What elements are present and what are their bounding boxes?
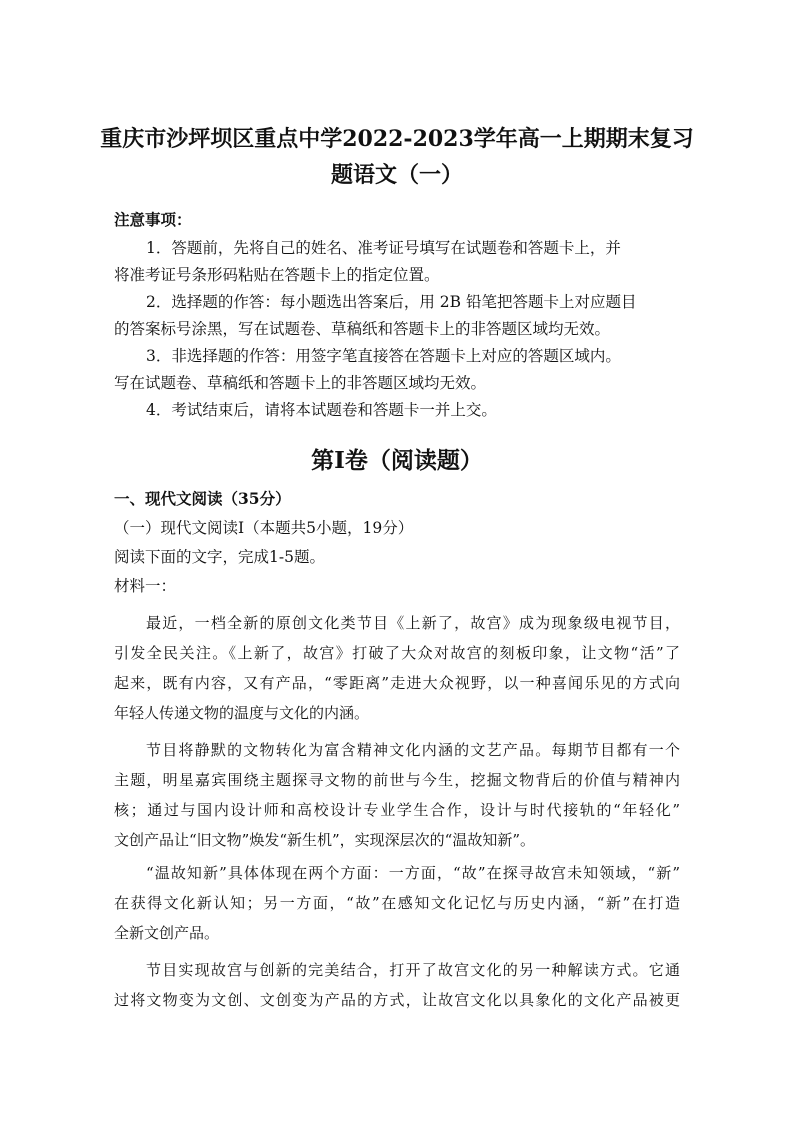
- passage-line-7: 核；通过与国内设计师和高校设计专业学生合作，设计与时代接轨的“年轻化”: [114, 801, 680, 819]
- section-title: 第Ⅰ卷（阅读题）: [311, 447, 483, 474]
- passage-line-13: 过将文物变为文创、文创变为产品的方式，让故宫文化以具象化的文化产品被更: [114, 991, 680, 1009]
- notice-line-3: 2．选择题的作答：每小题选出答案后，用 2B 铅笔把答题卡上对应题目: [146, 293, 637, 311]
- sub-heading: （一）现代文阅读Ⅰ（本题共5小题，19分）: [114, 519, 414, 537]
- passage-line-9: “温故知新”具体体现在两个方面：一方面，“故”在探寻故宫未知领域，“新”: [146, 864, 680, 882]
- passage-line-11: 全新文创产品。: [114, 924, 220, 942]
- passage-line-3: 起来，既有内容，又有产品，“零距离”走进大众视野，以一种喜闻乐见的方式向: [114, 674, 680, 692]
- instruction: 阅读下面的文字，完成1-5题。: [114, 548, 325, 566]
- notice-line-4: 的答案标号涂黑，写在试题卷、草稿纸和答题卡上的非答题区域均无效。: [114, 320, 611, 338]
- passage-line-12: 节目实现故宫与创新的完美结合，打开了故宫文化的另一种解读方式。它通: [146, 961, 680, 979]
- notice-line-5: 3．非选择题的作答：用签字笔直接答在答题卡上对应的答题区域内。: [146, 347, 621, 365]
- notice-heading: 注意事项：: [114, 210, 192, 229]
- passage-line-5: 节目将静默的文物转化为富含精神文化内涵的文艺产品。每期节目都有一个: [146, 741, 680, 759]
- passage-line-8: 文创产品让“旧文物”焕发“新生机”，实现深层次的“温故知新”。: [114, 831, 536, 849]
- part-heading: 一、现代文阅读（35分）: [114, 489, 291, 508]
- notice-line-6: 写在试题卷、草稿纸和答题卡上的非答题区域均无效。: [114, 374, 487, 392]
- passage-line-6: 主题，明星嘉宾围绕主题探寻文物的前世与今生，挖掘文物背后的价值与精神内: [114, 771, 680, 789]
- notice-line-1: 1．答题前，先将自己的姓名、准考证号填写在试题卷和答题卡上，并: [146, 239, 621, 257]
- notice-line-7: 4．考试结束后，请将本试题卷和答题卡一并上交。: [146, 401, 497, 419]
- notice-line-2: 将准考证号条形码粘贴在答题卡上的指定位置。: [114, 266, 440, 284]
- material-label: 材料一：: [114, 577, 177, 595]
- document-title-line-1: 重庆市沙坪坝区重点中学2022-2023学年高一上期期末复习: [100, 126, 694, 152]
- passage-line-4: 年轻人传递文物的温度与文化的内涵。: [114, 704, 370, 722]
- passage-line-10: 在获得文化新认知；另一方面，“故”在感知文化记忆与历史内涵，“新”在打造: [114, 894, 680, 912]
- passage-line-1: 最近，一档全新的原创文化类节目《上新了，故宫》成为现象级电视节目，: [146, 614, 680, 632]
- document-title-line-2: 题语文（一）: [330, 162, 463, 188]
- passage-line-2: 引发全民关注。《上新了，故宫》打破了大众对故宫的刻板印象，让文物“活”了: [114, 644, 680, 662]
